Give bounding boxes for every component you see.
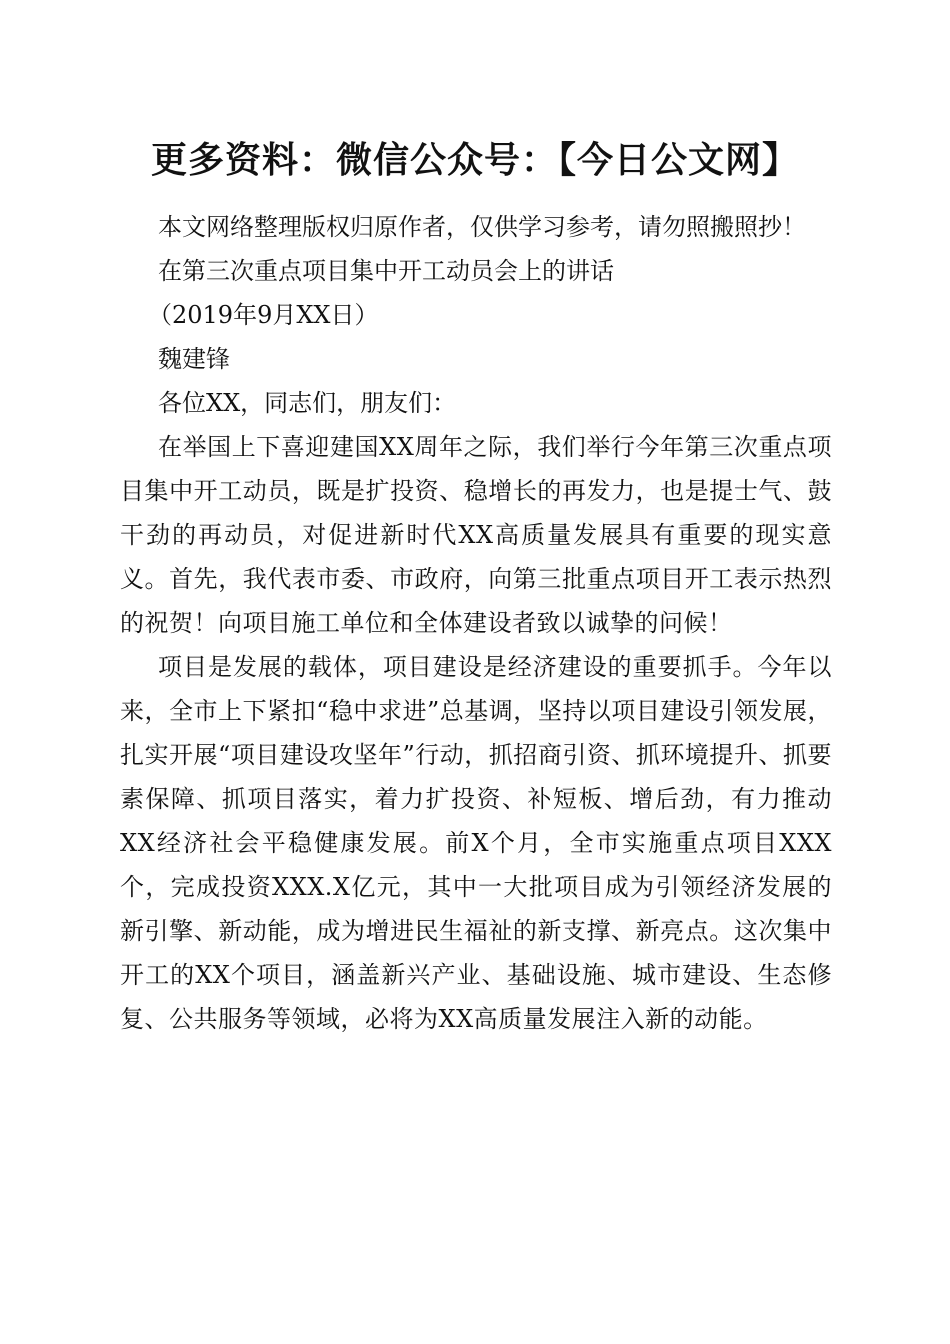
document-body bbox=[120, 205, 832, 1041]
paragraph-1: 在举国上下喜迎建国XX周年之际，我们举行今年第三次重点项目集中开工动员，既是扩投资、稳增长的再发力，也是提士气、鼓干劲的再动员，对促进新时代XX高质量发展具有重要的现实意义。首先，我代表市委、市政府，向第三批重点项目开工表示热烈的祝贺！向项目施工单位和全体建设者致以诚挚的问候！ bbox=[120, 433, 832, 637]
disclaimer: 本文网络整理版权归原作者，仅供学习参考，请勿照搬照抄！ bbox=[158, 213, 806, 241]
speech-title: 在第三次重点项目集中开工动员会上的讲话 bbox=[158, 257, 614, 285]
speech-date: （2019年9月XX日） bbox=[148, 301, 379, 329]
header-title: 更多资料：微信公众号：【今日公文网】 bbox=[150, 139, 799, 181]
salutation: 各位XX，同志们，朋友们： bbox=[158, 389, 457, 417]
speech-author: 魏建锋 bbox=[158, 345, 230, 373]
paragraph-2: 项目是发展的载体，项目建设是经济建设的重要抓手。今年以来，全市上下紧扣“稳中求进”总基调，坚持以项目建设引领发展，扎实开展“项目建设攻坚年”行动，抓招商引资、抓环境提升、抓要素保障、抓项目落实，着力扩投资、补短板、增后劲，有力推动XX经济社会平稳健康发展。前X个月，全市实施重点项目XXX个，完成投资XXX.X亿元，其中一大批项目成为引领经济发展的新引擎、新动能，成为增进民生福祉的新支撑、新亮点。这次集中开工的XX个项目，涵盖新兴产业、基础设施、城市建设、生态修复、公共服务等领域，必将为XX高质量发展注入新的动能。 bbox=[120, 653, 832, 1033]
